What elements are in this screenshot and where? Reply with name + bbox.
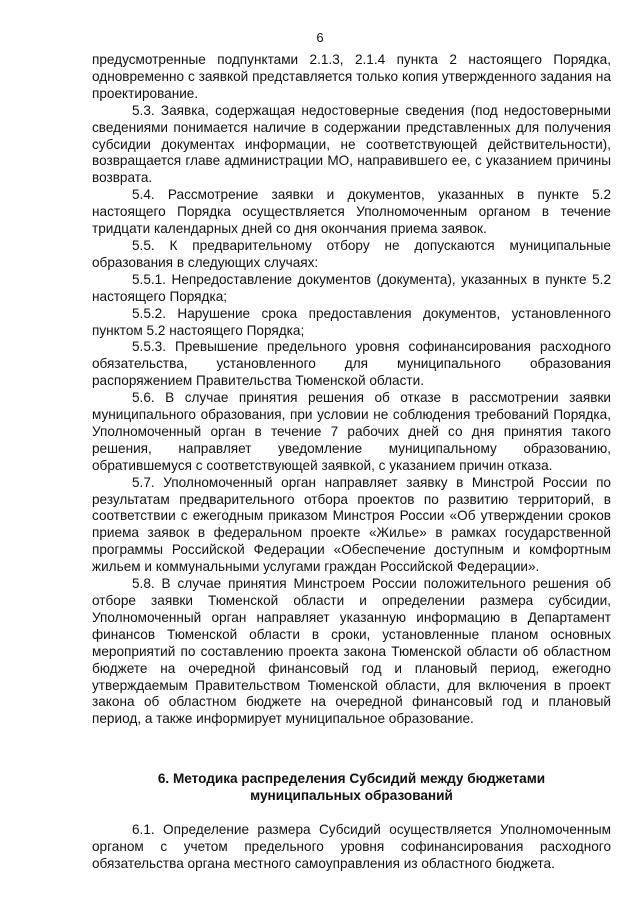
paragraph-5-7: 5.7. Уполномоченный орган направляет заявку в Минстрой России по результатам предварительного отбора проектов по развитию территорий, в соответствии с ежегодным приказом Минстроя России «Об утверждении сроков приема заявок в федеральном проекте «Жилье» в рамках государственной программы Российской Федерации «Обеспечение доступным и комфортным жильем и коммунальными услугами граждан Российской Федерации».: [92, 474, 611, 575]
body-text: [92, 52, 611, 728]
section-6-body: [92, 822, 611, 873]
page-number: 6: [316, 30, 324, 45]
paragraph-5-5: 5.5. К предварительному отбору не допускаются муниципальные образования в следующих случаях:: [92, 237, 611, 270]
paragraph-5-3: 5.3. Заявка, содержащая недостоверные сведения (под недостоверными сведениями понимается наличие в содержании представленных для получения субсидии документах информации, не соответствующей действительности), возвращается главе администрации МО, направившего ее, с указанием причины возврата.: [92, 102, 611, 186]
paragraph-5-4: 5.4. Рассмотрение заявки и документов, указанных в пункте 5.2 настоящего Порядка осуществляется Уполномоченным органом в течение тридцати календарных дней со дня окончания приема заявок.: [92, 187, 611, 237]
paragraph-5-8: 5.8. В случае принятия Минстроем России положительного решения об отборе заявки Тюменской области и определении размера субсидии, Уполномоченный орган направляет указанную информацию в Департамент финансов Тюменской области в сроки, установленные планом основных мероприятий по составлению проекта закона Тюменской области об областном бюджете на очередной финансовый год и плановый период, ежегодно утверждаемым Правительством Тюменской области, для включения в проект закона об областном бюджете на очередной финансовый год и плановый период, а также информирует муниципальное образование.: [92, 576, 611, 727]
paragraph-continuation: предусмотренные подпунктами 2.1.3, 2.1.4 пункта 2 настоящего Порядка, одновременно с заявкой представляется только копия утвержденного задания на проектирование.: [92, 52, 611, 101]
section-6-heading-line-2: муниципальных образований: [250, 787, 453, 803]
section-6-heading: [92, 771, 611, 805]
paragraph-5-5-1: 5.5.1. Непредоставление документов (документа), указанных в пункте 5.2 настоящего Порядка;: [92, 271, 611, 304]
paragraph-5-5-3: 5.5.3. Превышение предельного уровня софинансирования расходного обязательства, установленного для муниципального образования распоряжением Правительства Тюменской области.: [92, 339, 611, 389]
paragraph-5-6: 5.6. В случае принятия решения об отказе в рассмотрении заявки муниципального образования, при условии не соблюдения требований Порядка, Уполномоченный орган в течение 7 рабочих дней со дня принятия такого решения, направляет уведомление муниципальному образованию, обратившемуся с соответствующей заявкой, с указанием причин отказа.: [92, 390, 611, 473]
paragraph-6-1: 6.1. Определение размера Субсидий осуществляется Уполномоченным органом с учетом предельного уровня софинансирования расходного обязательства органа местного самоуправления из областного бюджета.: [92, 822, 611, 871]
section-6-heading-line-1: 6. Методика распределения Субсидий между бюджетами: [157, 771, 546, 786]
paragraph-5-5-2: 5.5.2. Нарушение срока предоставления документов, установленного пунктом 5.2 настоящего Порядка;: [92, 305, 611, 338]
